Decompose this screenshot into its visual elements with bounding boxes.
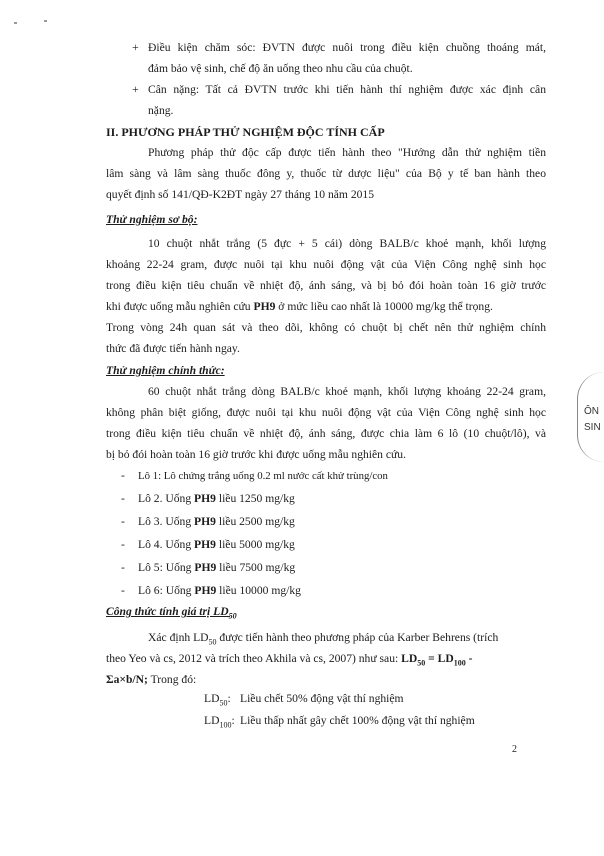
term-ld: LD	[204, 692, 220, 705]
sample-code: PH9	[194, 584, 217, 597]
scan-artifact	[14, 22, 17, 24]
ld50-title-subscript: 50	[228, 611, 237, 621]
pilot-line-2: khoảng 22-24 gram, được nuôi tại khu nuôi động vật của Viện Công nghệ sinh học	[106, 258, 546, 271]
intro-line-1: Phương pháp thử độc cấp được tiến hành theo "Hướng dẫn thử nghiệm tiền	[148, 146, 546, 159]
group-text: Lô 2. Uống	[138, 492, 195, 505]
formula-ld: LD	[401, 652, 418, 665]
intro-line-2: lâm sàng và lâm sàng thuốc đông y, thuốc từ dược liệu" của Bộ y tế ban hành theo	[106, 167, 546, 180]
pilot-test-title: Thử nghiệm sơ bộ:	[106, 213, 198, 226]
group-item	[138, 492, 295, 506]
main-line-1: 60 chuột nhắt trắng dòng BALB/c khoẻ mạnh, khối lượng khoảng 22-24 gram,	[148, 385, 546, 398]
definition-text: Liều thấp nhất gây chết 100% động vật thí nghiệm	[240, 714, 475, 727]
group-dose: liều 1250 mg/kg	[215, 492, 295, 505]
stamp-text: SIN	[584, 422, 601, 433]
formula-subscript: 50	[417, 658, 426, 668]
pilot-line-4-post: ở mức liều cao nhất là 10000 mg/kg thể trọng.	[275, 300, 493, 313]
sample-code: PH9	[194, 515, 216, 528]
pilot-line-3: trong điều kiện tiêu chuẩn về nhiệt độ, ánh sáng, và bị bỏ đói hoàn toàn 16 giờ trước	[106, 279, 546, 292]
group-item	[138, 561, 295, 575]
group-item	[138, 538, 295, 552]
formula-minus: -	[465, 652, 473, 665]
pilot-line-4	[106, 300, 493, 314]
definition-term	[204, 714, 235, 732]
group-dose: liều 5000 mg/kg	[215, 538, 295, 551]
term-subscript: 100	[219, 720, 232, 730]
group-dose: liều 2500 mg/kg	[215, 515, 295, 528]
group-item	[138, 584, 301, 598]
group-dose: liều 10000 mg/kg	[216, 584, 301, 597]
sample-code: PH9	[194, 561, 217, 574]
dash-bullet-icon: -	[121, 561, 125, 574]
group-dose: liều 7500 mg/kg	[216, 561, 296, 574]
dash-bullet-icon: -	[121, 492, 125, 505]
formula-ld: = LD	[425, 652, 454, 665]
weight-line-1: Cân nặng: Tất cả ĐVTN trước khi tiến hành thí nghiệm được xác định cân	[148, 83, 546, 96]
section-heading: II. PHƯƠNG PHÁP THỬ NGHIỆM ĐỘC TÍNH CẤP	[106, 125, 385, 139]
sample-code: PH9	[194, 538, 216, 551]
stamp-fragment	[577, 372, 604, 462]
group-item	[138, 515, 295, 529]
dash-bullet-icon: -	[121, 584, 125, 597]
group-text: Lô 3. Uống	[138, 515, 195, 528]
care-line-1: Điều kiện chăm sóc: ĐVTN được nuôi trong điều kiện chuồng thoáng mát,	[148, 41, 546, 54]
dash-bullet-icon: -	[121, 469, 125, 482]
care-line-2: đảm bảo vệ sinh, chế độ ăn uống theo nhu cầu của chuột.	[148, 62, 413, 75]
stamp-text: ÔN	[584, 406, 599, 417]
ld50-line-2	[106, 652, 473, 670]
plus-bullet-icon: +	[132, 82, 139, 96]
ld50-line-1-b: được tiến hành theo phương pháp của Karber Behrens (trích	[216, 631, 499, 644]
ld50-line-1-a: Xác định LD	[148, 631, 209, 644]
group-text: Lô 1: Lô chứng trắng uống 0.2 ml nước cất khử trùng/con	[138, 470, 388, 482]
group-text: Lô 4. Uống	[138, 538, 195, 551]
intro-line-3: quyết định số 141/QĐ-K2ĐT ngày 27 tháng 10 năm 2015	[106, 188, 375, 201]
definition-term	[204, 692, 231, 710]
term-subscript: 50	[219, 698, 228, 708]
main-line-3: trong điều kiện tiêu chuẩn về nhiệt độ, ánh sáng, được chia làm 6 lô (10 chuột/lô), và	[106, 427, 546, 440]
ld50-subscript: 50	[208, 637, 217, 647]
ld50-line-1	[148, 631, 498, 649]
main-test-title: Thử nghiệm chính thức:	[106, 364, 225, 377]
pilot-line-1: 10 chuột nhắt trắng (5 đực + 5 cái) dòng BALB/c khoẻ mạnh, khối lượng	[148, 237, 546, 250]
group-item	[138, 469, 388, 483]
term-colon: :	[231, 714, 235, 727]
main-line-4: bị bỏ đói hoàn toàn 16 giờ trước khi được uống mẫu nghiên cứu.	[106, 448, 406, 461]
term-colon: :	[227, 692, 231, 705]
dash-bullet-icon: -	[121, 515, 125, 528]
definition-text: Liều chết 50% động vật thí nghiệm	[240, 692, 404, 705]
group-text: Lô 6: Uống	[138, 584, 195, 597]
weight-line-2: nặng.	[148, 104, 174, 117]
dash-bullet-icon: -	[121, 538, 125, 551]
ld50-line-3	[106, 673, 196, 687]
ld50-title	[106, 605, 237, 623]
page-number: 2	[512, 744, 517, 755]
plus-bullet-icon: +	[132, 40, 139, 54]
pilot-line-4-pre: khi được uống mẫu nghiên cứu	[106, 300, 254, 313]
ld50-formula	[401, 652, 473, 668]
pilot-line-6: thức đã được tiến hành ngay.	[106, 342, 240, 355]
formula-subscript: 100	[453, 658, 466, 668]
term-ld: LD	[204, 714, 220, 727]
main-line-2: không phân biệt giống, được nuôi tại khu nuôi động vật của Viện Công nghệ sinh học	[106, 406, 546, 419]
scan-artifact	[44, 20, 47, 22]
ld50-title-text: Công thức tính giá trị LD	[106, 605, 229, 618]
ld50-line-3-post: Trong đó:	[147, 673, 197, 686]
formula-sum: Σa×b/N;	[106, 673, 148, 686]
ld50-line-2-a: theo Yeo và cs, 2012 và trích theo Akhila và cs, 2007) như sau:	[106, 652, 402, 665]
sample-code: PH9	[194, 492, 216, 505]
pilot-line-5: Trong vòng 24h quan sát và theo dõi, không có chuột bị chết nên thử nghiệm chính	[106, 321, 546, 334]
sample-code: PH9	[253, 300, 276, 313]
group-text: Lô 5: Uống	[138, 561, 195, 574]
